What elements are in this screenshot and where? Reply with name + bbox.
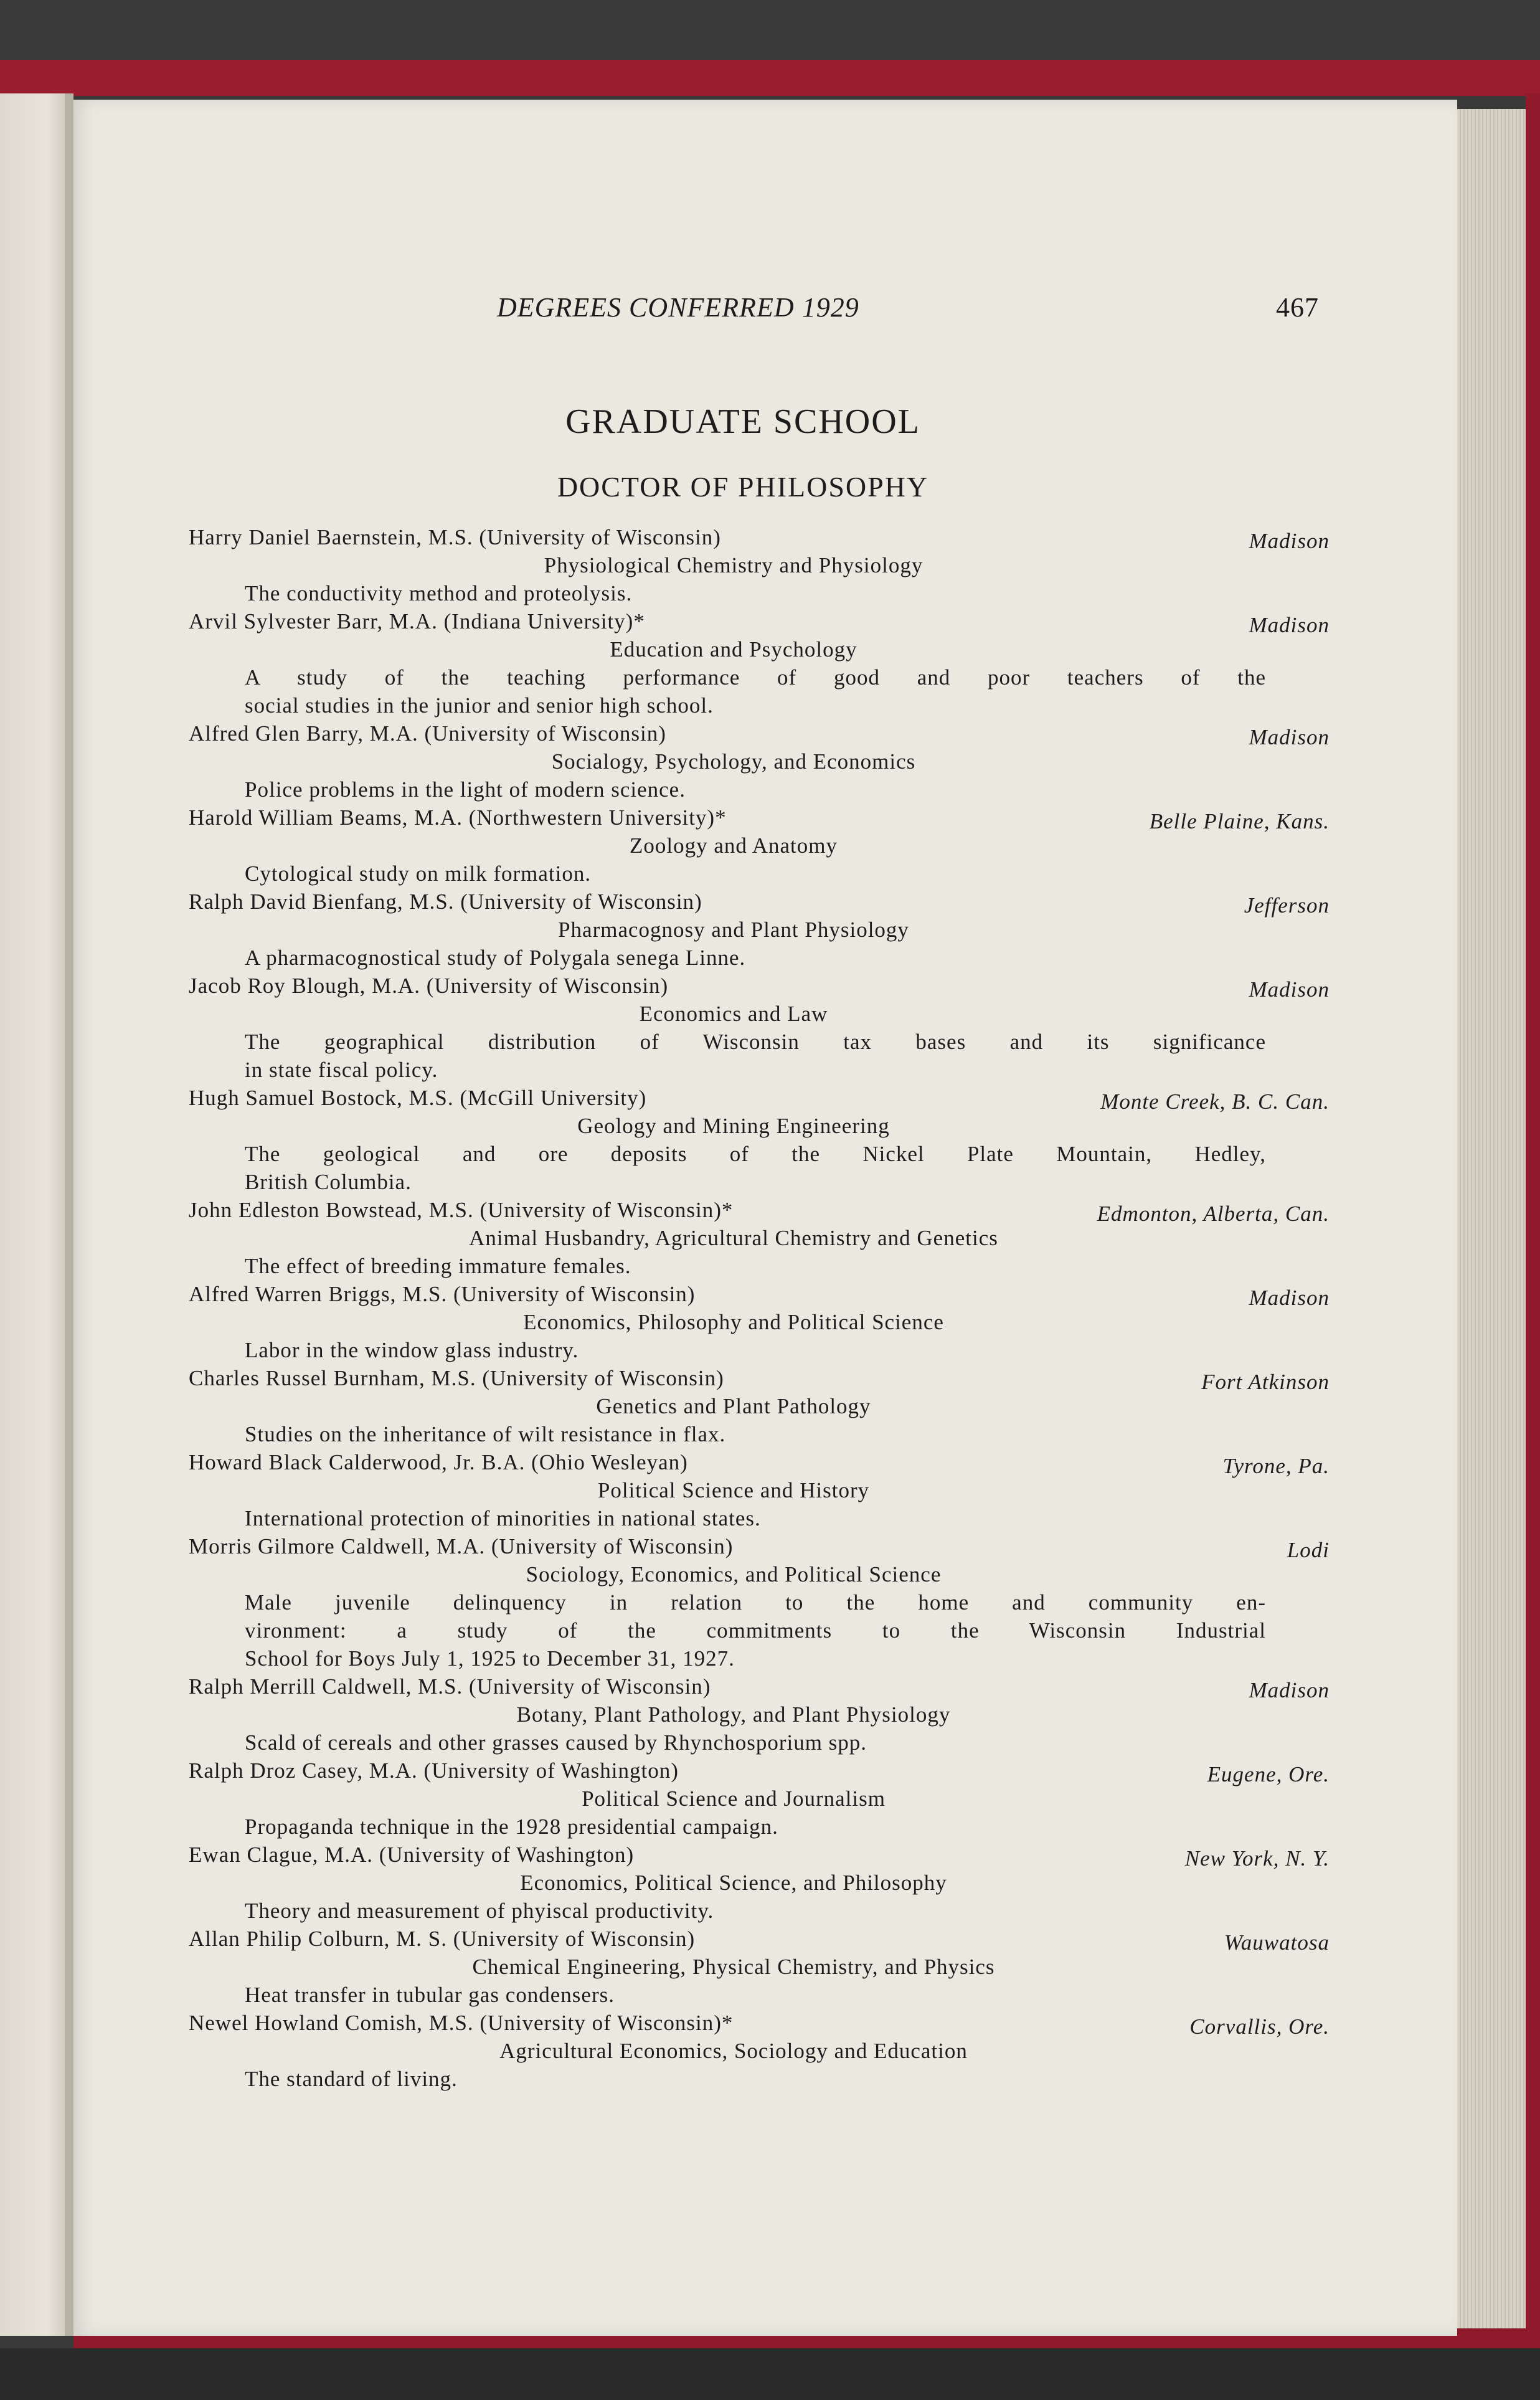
thesis-title: in state fiscal policy. — [245, 1058, 438, 1082]
degree-entry — [73, 1925, 1457, 2009]
hometown: Lodi — [1287, 1538, 1330, 1562]
thesis-title: International protection of minorities in national states. — [245, 1506, 761, 1530]
thesis-title: A pharmacognostical study of Polygala senega Linne. — [245, 946, 746, 970]
hometown: Monte Creek, B. C. Can. — [1100, 1089, 1330, 1114]
degree-heading: DOCTOR OF PHILOSOPHY — [557, 471, 929, 503]
recipient-name: Ralph Droz Casey, M.A. (University of Washington) — [189, 1758, 679, 1783]
recipient-name: Ralph Merrill Caldwell, M.S. (University of Wisconsin) — [189, 1674, 711, 1699]
entry-header-line — [73, 1925, 1457, 1953]
thesis-title: The standard of living. — [245, 2067, 458, 2091]
thesis-line — [73, 1813, 1457, 1841]
department: Education and Psychology — [610, 637, 857, 662]
degree-entry — [73, 1280, 1457, 1364]
thesis-line — [73, 1028, 1457, 1056]
department-line — [73, 1000, 1457, 1028]
thesis-title: social studies in the junior and senior high school. — [245, 693, 714, 718]
degree-entry — [73, 607, 1457, 719]
department: Political Science and Journalism — [582, 1786, 886, 1811]
department-line — [73, 1700, 1457, 1729]
department: Economics, Philosophy and Political Science — [523, 1310, 944, 1334]
thesis-line — [73, 1140, 1457, 1168]
degree-entry — [73, 523, 1457, 607]
thesis-title: Cytological study on milk formation. — [245, 861, 592, 886]
department-line — [73, 1308, 1457, 1336]
department: Economics and Law — [639, 1002, 828, 1026]
thesis-title: The effect of breeding immature females. — [245, 1254, 631, 1278]
running-head — [497, 292, 1319, 329]
degree-list — [73, 523, 1457, 2093]
recipient-name: Morris Gilmore Caldwell, M.A. (University of Wisconsin) — [189, 1534, 734, 1558]
department-line — [73, 1476, 1457, 1504]
thesis-line — [73, 579, 1457, 607]
thesis-line — [73, 1420, 1457, 1448]
department-line — [73, 635, 1457, 663]
book-page — [73, 100, 1457, 2336]
thesis-line — [73, 860, 1457, 888]
thesis-line — [73, 1336, 1457, 1364]
entry-header-line — [73, 1196, 1457, 1224]
department: Genetics and Plant Pathology — [596, 1394, 871, 1418]
entry-header-line — [73, 1532, 1457, 1560]
hometown: New York, N. Y. — [1184, 1846, 1330, 1871]
entry-header-line — [73, 804, 1457, 832]
hometown: Tyrone, Pa. — [1222, 1454, 1330, 1478]
recipient-name: Allan Philip Colburn, M. S. (University of Wisconsin) — [189, 1927, 696, 1951]
thesis-title: The conductivity method and proteolysis. — [245, 581, 633, 605]
thesis-line — [73, 944, 1457, 972]
thesis-line — [73, 1729, 1457, 1757]
thesis-title: British Columbia. — [245, 1170, 412, 1194]
hometown: Fort Atkinson — [1201, 1370, 1330, 1394]
department: Botany, Plant Pathology, and Plant Physiology — [516, 1702, 951, 1727]
page-number: 467 — [1276, 292, 1319, 323]
thesis-line — [73, 1644, 1457, 1672]
department-line — [73, 1869, 1457, 1897]
department: Animal Husbandry, Agricultural Chemistry and Genetics — [469, 1226, 998, 1250]
department: Political Science and History — [597, 1478, 870, 1502]
thesis-title: Heat transfer in tubular gas condensers. — [245, 1983, 615, 2007]
recipient-name: Charles Russel Burnham, M.S. (University of Wisconsin) — [189, 1366, 724, 1390]
degree-entry — [73, 2009, 1457, 2093]
degree-entry — [73, 1364, 1457, 1448]
thesis-title: The geographical distribution of Wisconsin tax bases and its significance — [245, 1030, 1266, 1054]
thesis-line — [73, 2065, 1457, 2093]
recipient-name: Alfred Warren Briggs, M.S. (University of Wisconsin) — [189, 1282, 696, 1306]
degree-entry — [73, 804, 1457, 888]
thesis-line — [73, 1588, 1457, 1616]
thesis-line — [73, 1168, 1457, 1196]
recipient-name: Ralph David Bienfang, M.S. (University of Wisconsin) — [189, 889, 702, 914]
department-line — [73, 551, 1457, 579]
department: Agricultural Economics, Sociology and Education — [499, 2039, 968, 2063]
thesis-title: Scald of cereals and other grasses caused by Rhynchosporium spp. — [245, 1730, 867, 1755]
department-line — [73, 832, 1457, 860]
hometown: Madison — [1249, 977, 1330, 1002]
recipient-name: Jacob Roy Blough, M.A. (University of Wisconsin) — [189, 974, 669, 998]
book-cover-edge-right — [1526, 93, 1540, 2348]
recipient-name: Harold William Beams, M.A. (Northwestern University)* — [189, 805, 727, 830]
recipient-name: Howard Black Calderwood, Jr. B.A. (Ohio Wesleyan) — [189, 1450, 688, 1474]
department-line — [73, 2037, 1457, 2065]
department: Zoology and Anatomy — [630, 833, 838, 858]
thesis-title: School for Boys July 1, 1925 to December 31, 1927. — [245, 1646, 735, 1671]
thesis-line — [73, 1897, 1457, 1925]
department-line — [73, 1560, 1457, 1588]
thesis-title: Propaganda technique in the 1928 presidential campaign. — [245, 1814, 778, 1839]
book-gutter — [65, 93, 73, 2336]
thesis-title: Studies on the inheritance of wilt resistance in flax. — [245, 1422, 726, 1446]
book-cover-edge — [0, 60, 1540, 96]
entry-header-line — [73, 1364, 1457, 1392]
entry-header-line — [73, 1084, 1457, 1112]
entry-header-line — [73, 972, 1457, 1000]
recipient-name: John Edleston Bowstead, M.S. (University of Wisconsin)* — [189, 1198, 734, 1222]
section-heading: GRADUATE SCHOOL — [565, 402, 920, 441]
entry-header-line — [73, 523, 1457, 551]
recipient-name: Alfred Glen Barry, M.A. (University of Wisconsin) — [189, 721, 666, 746]
entry-header-line — [73, 1672, 1457, 1700]
hometown: Jefferson — [1244, 893, 1330, 918]
hometown: Madison — [1249, 1286, 1330, 1310]
running-head-title: DEGREES CONFERRED 1929 — [497, 292, 859, 323]
department: Pharmacognosy and Plant Physiology — [558, 918, 909, 942]
thesis-title: A study of the teaching performance of good and poor teachers of the — [245, 665, 1266, 690]
thesis-line — [73, 1056, 1457, 1084]
hometown: Eugene, Ore. — [1207, 1762, 1330, 1786]
thesis-title: The geological and ore deposits of the Nickel Plate Mountain, Hedley, — [245, 1142, 1266, 1166]
entry-header-line — [73, 1448, 1457, 1476]
hometown: Wauwatosa — [1224, 1930, 1330, 1955]
entry-header-line — [73, 1280, 1457, 1308]
department: Socialogy, Psychology, and Economics — [551, 749, 916, 774]
department-line — [73, 916, 1457, 944]
entry-header-line — [73, 719, 1457, 747]
department: Economics, Political Science, and Philosophy — [520, 1871, 947, 1895]
degree-entry — [73, 1532, 1457, 1672]
hometown: Madison — [1249, 1678, 1330, 1702]
department-line — [73, 1112, 1457, 1140]
background-frame — [0, 2348, 1540, 2400]
recipient-name: Ewan Clague, M.A. (University of Washington) — [189, 1843, 635, 1867]
thesis-title: Police problems in the light of modern science. — [245, 777, 686, 802]
hometown: Madison — [1249, 529, 1330, 553]
degree-entry — [73, 719, 1457, 804]
thesis-title: vironment: a study of the commitments to the Wisconsin Industrial — [245, 1618, 1266, 1643]
degree-entry — [73, 1084, 1457, 1196]
degree-entry — [73, 888, 1457, 972]
department: Chemical Engineering, Physical Chemistry, and Physics — [472, 1955, 995, 1979]
thesis-line — [73, 663, 1457, 691]
department: Physiological Chemistry and Physiology — [544, 553, 924, 577]
thesis-title: Male juvenile delinquency in relation to the home and community en- — [245, 1590, 1266, 1615]
department-line — [73, 747, 1457, 775]
hometown: Belle Plaine, Kans. — [1149, 809, 1330, 833]
department-line — [73, 1224, 1457, 1252]
recipient-name: Harry Daniel Baernstein, M.S. (University of Wisconsin) — [189, 525, 721, 549]
degree-entry — [73, 1841, 1457, 1925]
facing-page — [0, 93, 67, 2336]
degree-entry — [73, 972, 1457, 1084]
department: Sociology, Economics, and Political Science — [526, 1562, 942, 1587]
page-text — [73, 100, 1457, 2336]
department-line — [73, 1785, 1457, 1813]
degree-entry — [73, 1448, 1457, 1532]
thesis-line — [73, 691, 1457, 719]
hometown: Corvallis, Ore. — [1189, 2014, 1330, 2039]
thesis-line — [73, 775, 1457, 804]
entry-header-line — [73, 607, 1457, 635]
entry-header-line — [73, 2009, 1457, 2037]
department: Geology and Mining Engineering — [577, 1114, 890, 1138]
thesis-line — [73, 1616, 1457, 1644]
thesis-line — [73, 1252, 1457, 1280]
recipient-name: Newel Howland Comish, M.S. (University of Wisconsin)* — [189, 2011, 734, 2035]
hometown: Edmonton, Alberta, Can. — [1097, 1202, 1330, 1226]
department-line — [73, 1953, 1457, 1981]
thesis-line — [73, 1504, 1457, 1532]
thesis-title: Theory and measurement of phyiscal productivity. — [245, 1899, 714, 1923]
department-line — [73, 1392, 1457, 1420]
thesis-title: Labor in the window glass industry. — [245, 1338, 579, 1362]
degree-entry — [73, 1757, 1457, 1841]
hometown: Madison — [1249, 613, 1330, 637]
degree-entry — [73, 1672, 1457, 1757]
entry-header-line — [73, 1841, 1457, 1869]
degree-entry — [73, 1196, 1457, 1280]
entry-header-line — [73, 888, 1457, 916]
thesis-line — [73, 1981, 1457, 2009]
recipient-name: Arvil Sylvester Barr, M.A. (Indiana University)* — [189, 609, 645, 633]
entry-header-line — [73, 1757, 1457, 1785]
hometown: Madison — [1249, 725, 1330, 749]
recipient-name: Hugh Samuel Bostock, M.S. (McGill University) — [189, 1086, 647, 1110]
